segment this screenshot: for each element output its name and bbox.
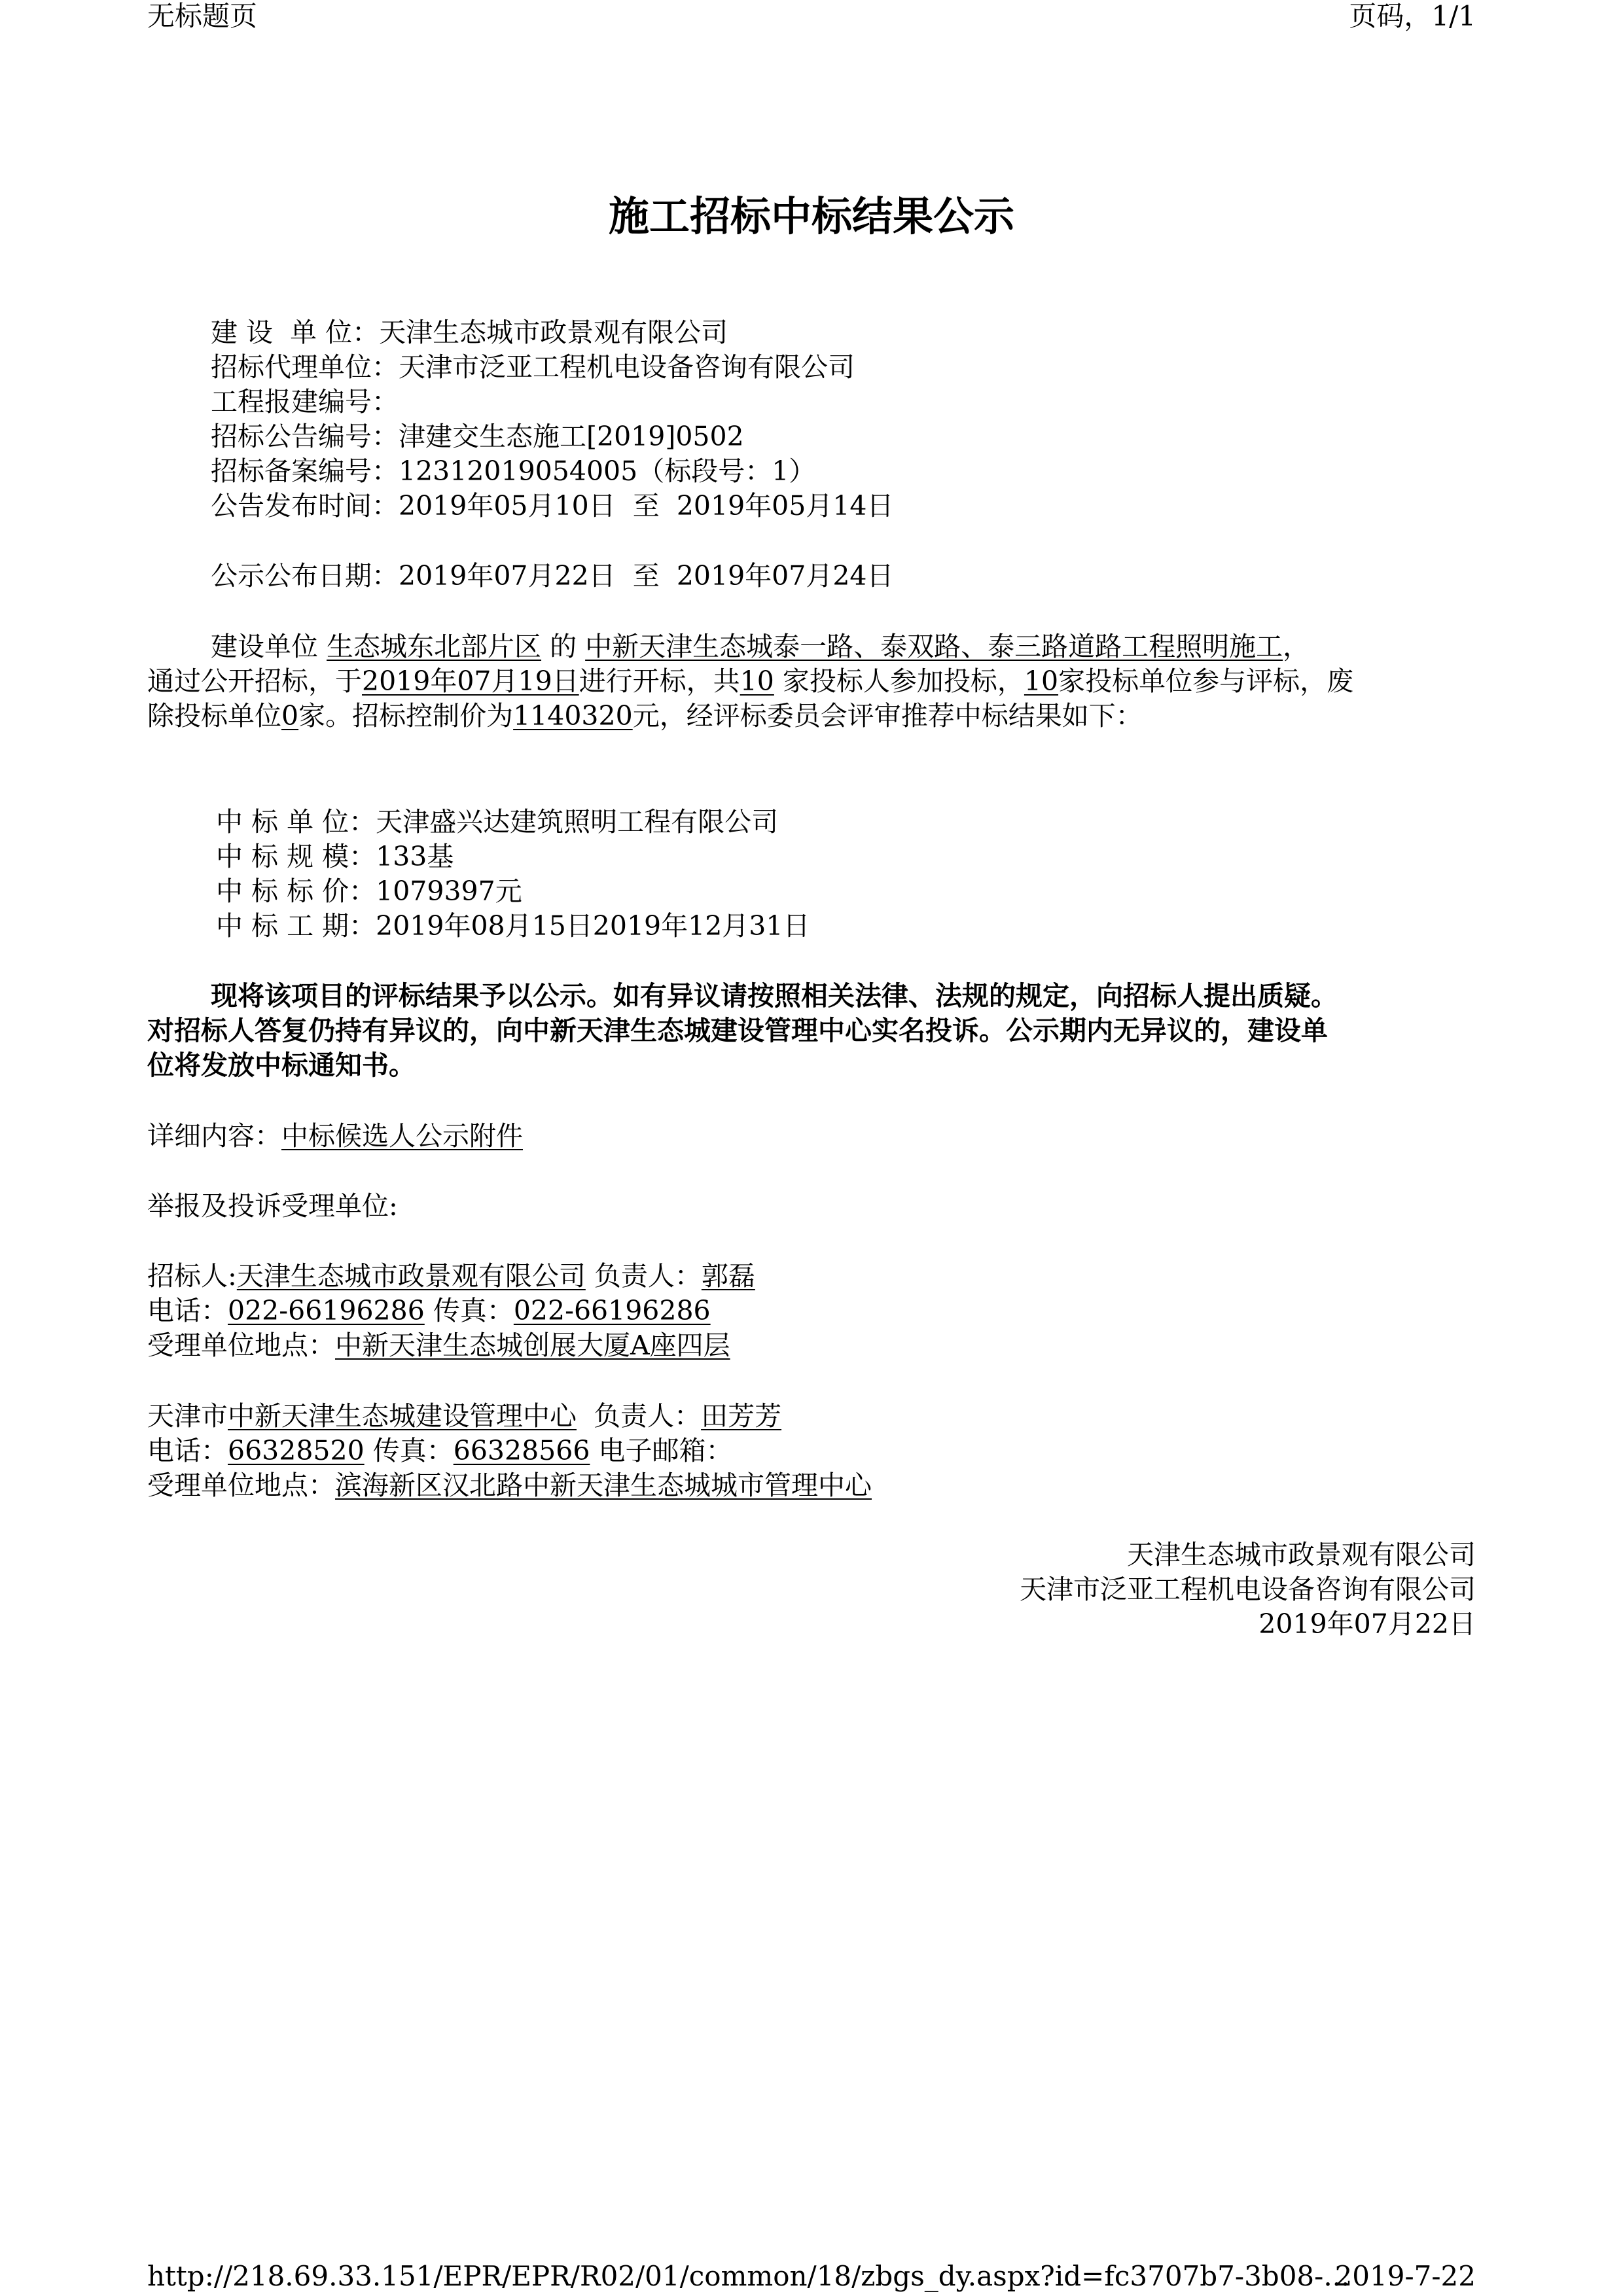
text-segment: 家投标人参加投标， xyxy=(774,665,1024,697)
tenderer-phone-row xyxy=(147,1295,711,1326)
announce-date-label: 公示公布日期： xyxy=(211,560,399,592)
project-name: 中新天津生态城泰一路、泰双路、泰三路道路工程照明施工 xyxy=(585,631,1283,662)
fax-label: 传真： xyxy=(364,1435,454,1466)
authority-tel-link[interactable]: 66328520 xyxy=(228,1435,365,1466)
detail-label: 详细内容： xyxy=(147,1120,281,1152)
tenderer-address-link[interactable]: 中新天津生态城创展大厦A座四层 xyxy=(335,1330,730,1361)
notice-no-label: 招标公告编号： xyxy=(211,421,399,452)
text-segment: ， xyxy=(1283,631,1310,662)
record-no-row xyxy=(211,455,816,487)
text-segment: 建设单位 xyxy=(211,631,327,662)
tel-label: 电话： xyxy=(147,1295,228,1326)
page-number: 页码，1/1 xyxy=(1349,0,1476,32)
tenderer-head-label: 负责人： xyxy=(585,1260,702,1292)
agent-value: 天津市泛亚工程机电设备咨询有限公司 xyxy=(399,351,855,383)
tel-label: 电话： xyxy=(147,1435,228,1466)
text-segment: 家投标单位参与评标，废 xyxy=(1058,665,1354,697)
authority-prefix: 天津市 xyxy=(147,1400,228,1432)
authority-fax-link[interactable]: 66328566 xyxy=(453,1435,590,1466)
tenderer-name-link[interactable]: 天津生态城市政景观有限公司 xyxy=(236,1260,586,1292)
winner-scale-row xyxy=(216,843,454,870)
agent-row xyxy=(211,351,855,383)
authority-phone-row xyxy=(147,1435,733,1466)
owner-value: 天津生态城市政景观有限公司 xyxy=(379,317,728,348)
address-label: 受理单位地点： xyxy=(147,1330,335,1361)
tenderer-tel-link[interactable]: 022-66196286 xyxy=(228,1295,425,1326)
fax-label: 传真： xyxy=(424,1295,514,1326)
tenderer-row xyxy=(147,1260,755,1292)
publish-time-value: 2019年05月10日 至 2019年05月14日 xyxy=(399,490,894,521)
winner-price-label: 中 标 标 价： xyxy=(216,875,376,907)
tenderer-head-link[interactable]: 郭磊 xyxy=(701,1260,755,1292)
winner-scale-label: 中 标 规 模： xyxy=(216,841,376,872)
text-segment: 除投标单位 xyxy=(147,700,281,732)
district-name: 生态城东北部片区 xyxy=(327,631,542,662)
email-label: 电子邮箱： xyxy=(590,1435,733,1466)
bid-open-date: 2019年07月19日 xyxy=(362,665,579,697)
bidder-count: 10 xyxy=(740,665,774,697)
paragraph-line-1 xyxy=(211,633,1310,660)
winner-price-value: 1079397元 xyxy=(376,875,522,907)
project-no-label: 工程报建编号： xyxy=(211,386,399,417)
authority-address-row xyxy=(147,1472,872,1499)
tenderer-address-row xyxy=(147,1332,730,1359)
evaluated-count: 10 xyxy=(1024,665,1059,697)
signature-date: 2019年07月22日 xyxy=(1258,1608,1476,1640)
project-no-row xyxy=(211,386,399,417)
tenderer-label: 招标人: xyxy=(147,1260,237,1292)
detail-row xyxy=(147,1120,523,1152)
publish-time-label: 公告发布时间： xyxy=(211,490,399,521)
winner-unit-row xyxy=(216,806,779,838)
announce-date-value: 2019年07月22日 至 2019年07月24日 xyxy=(399,560,894,592)
notice-no-value: 津建交生态施工[2019]0502 xyxy=(399,421,744,452)
notice-line-2: 对招标人答复仍持有异议的，向中新天津生态城建设管理中心实名投诉。公示期内无异议的，建设单 xyxy=(147,1015,1328,1046)
complaint-heading: 举报及投诉受理单位: xyxy=(147,1190,398,1222)
address-label: 受理单位地点： xyxy=(147,1470,335,1501)
winner-period-row xyxy=(216,910,810,942)
browser-print-title: 无标题页 xyxy=(147,0,258,32)
record-no-value: 12312019054005（标段号：1） xyxy=(399,455,816,487)
paragraph-line-2 xyxy=(147,665,1354,697)
text-segment: 通过公开招标，于 xyxy=(147,665,362,697)
announce-date-row xyxy=(211,560,894,592)
paragraph-line-3 xyxy=(147,700,1143,732)
notice-line-3: 位将发放中标通知书。 xyxy=(147,1050,416,1081)
winner-unit-label: 中 标 单 位： xyxy=(216,806,376,838)
signature-org-2: 天津市泛亚工程机电设备咨询有限公司 xyxy=(1020,1574,1476,1605)
notice-line-1: 现将该项目的评标结果予以公示。如有异议请按照相关法律、法规的规定，向招标人提出质疑。 xyxy=(211,980,1338,1012)
rejected-count: 0 xyxy=(281,700,299,732)
tenderer-fax-link[interactable]: 022-66196286 xyxy=(513,1295,711,1326)
agent-label: 招标代理单位： xyxy=(211,351,399,383)
winner-period-label: 中 标 工 期： xyxy=(216,910,376,942)
winner-period-value: 2019年08月15日2019年12月31日 xyxy=(376,910,810,942)
authority-head-link[interactable]: 田芳芳 xyxy=(701,1400,782,1432)
text-segment: 的 xyxy=(541,631,586,662)
owner-row xyxy=(211,319,728,346)
authority-row xyxy=(147,1400,782,1432)
footer-url: http://218.69.33.151/EPR/EPR/R02/01/common/18/zbgs_dy.aspx?id=fc3707b7-3b08-... xyxy=(147,2260,1350,2292)
footer-date: 2019-7-22 xyxy=(1334,2260,1476,2292)
control-price: 1140320 xyxy=(513,700,633,732)
winner-price-row xyxy=(216,875,522,907)
attachment-link[interactable]: 中标候选人公示附件 xyxy=(281,1120,523,1152)
page-title: 施工招标中标结果公示 xyxy=(608,192,1014,240)
text-segment: 家。招标控制价为 xyxy=(298,700,514,732)
publish-time-row xyxy=(211,490,894,521)
text-segment: 元，经评标委员会评审推荐中标结果如下： xyxy=(632,700,1143,732)
winner-scale-value: 133基 xyxy=(376,841,454,872)
authority-head-label: 负责人： xyxy=(577,1400,702,1432)
authority-address-link[interactable]: 滨海新区汉北路中新天津生态城城市管理中心 xyxy=(335,1470,872,1501)
authority-name-link[interactable]: 中新天津生态城建设管理中心 xyxy=(228,1400,577,1432)
notice-no-row xyxy=(211,423,744,450)
record-no-label: 招标备案编号： xyxy=(211,455,399,487)
text-segment: 进行开标，共 xyxy=(579,665,740,697)
winner-unit-value: 天津盛兴达建筑照明工程有限公司 xyxy=(376,806,779,838)
signature-org-1: 天津生态城市政景观有限公司 xyxy=(1127,1539,1476,1570)
owner-label: 建 设 单 位： xyxy=(211,317,380,348)
